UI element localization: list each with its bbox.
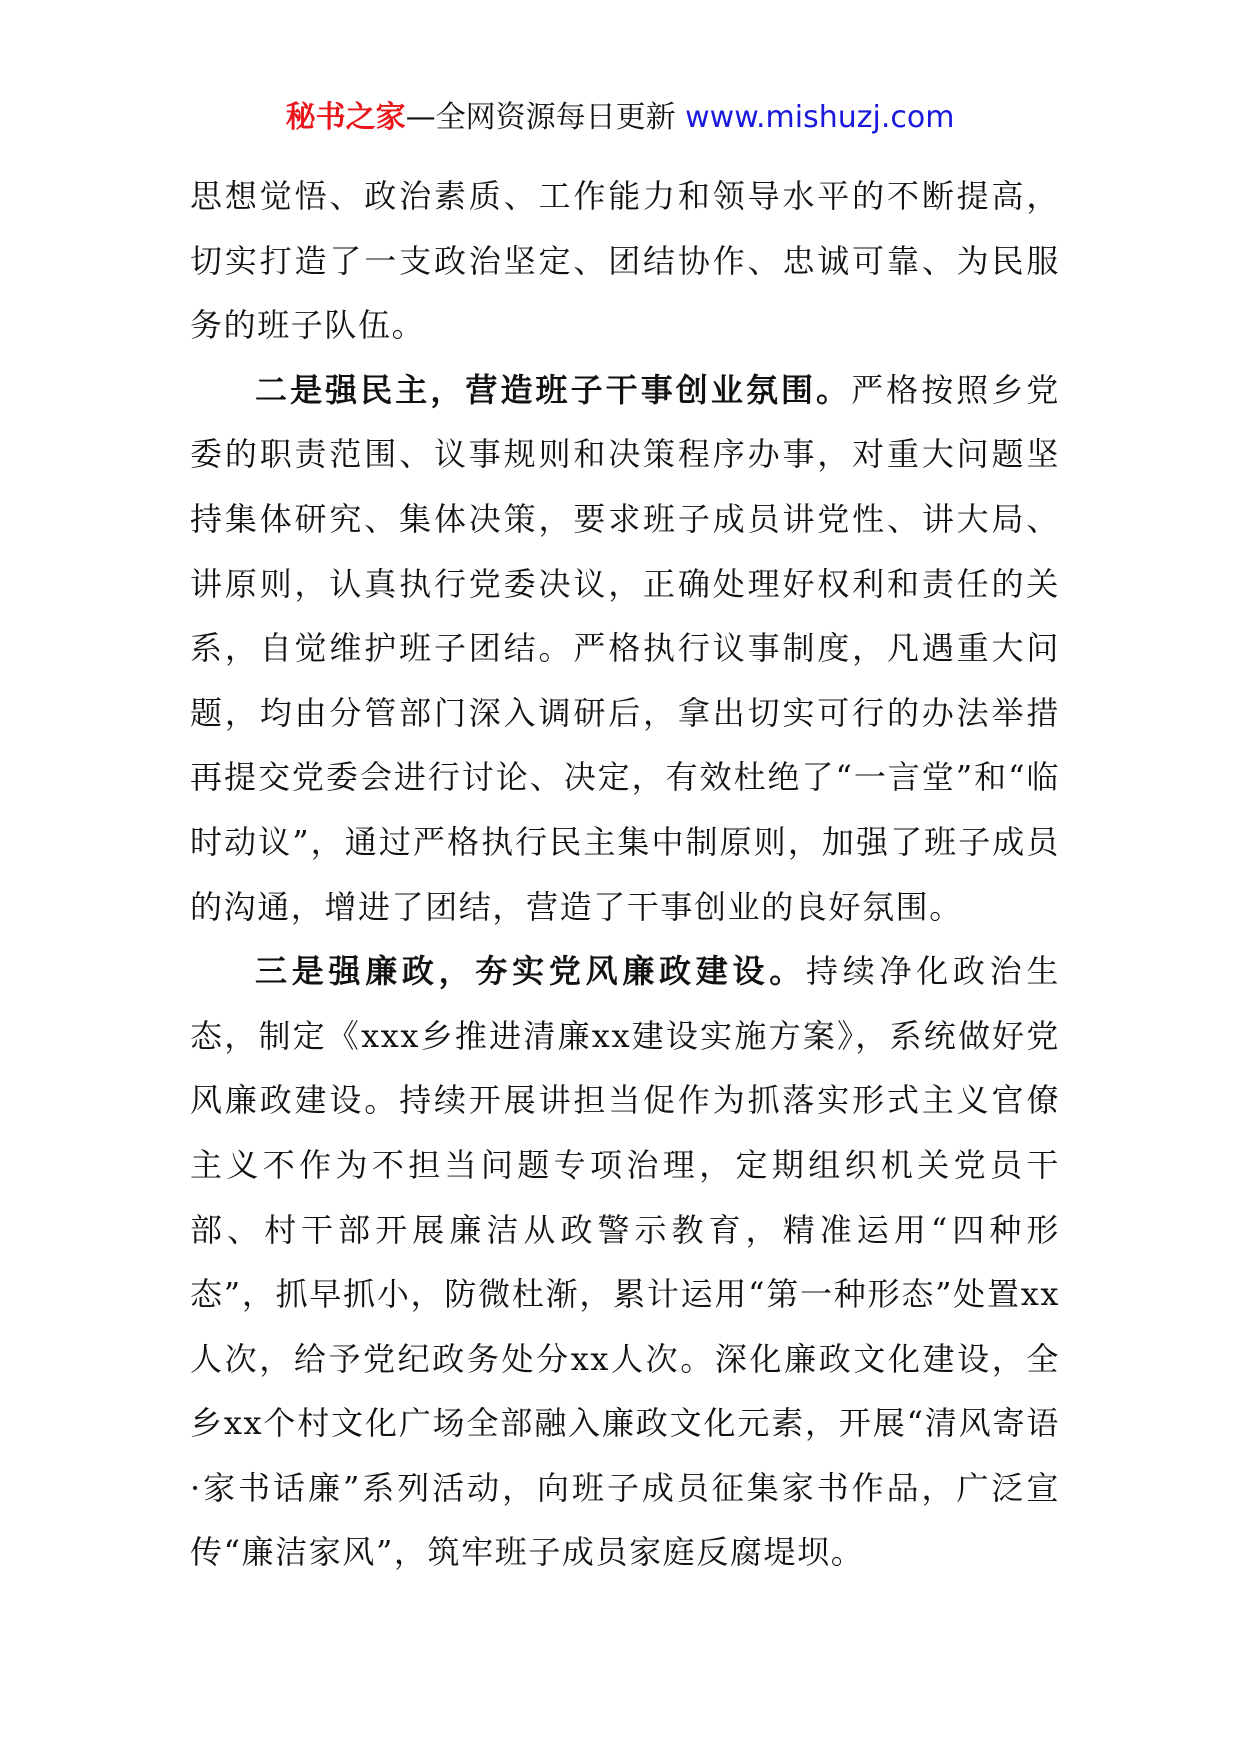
- paragraph-integrity: [190, 939, 1060, 1585]
- document-body: [190, 164, 1060, 1585]
- paragraph-text: 持续净化政治生态，制定《xxx乡推进清廉xx建设实施方案》，系统做好党风廉政建设。持续开展讲担当促作为抓落实形式主义官僚主义不作为不担当问题专项治理，定期组织机关党员干部、村干部开展廉洁从政警示教育，精准运用“四种形态”，抓早抓小，防微杜渐，累计运用“第一种形态”处置xx人次，给予党纪政务处分xx人次。深化廉政文化建设，全乡xx个村文化广场全部融入廉政文化元素，开展“清风寄语·家书话廉”系列活动，向班子成员征集家书作品，广泛宣传“廉洁家风”，筑牢班子成员家庭反腐堤坝。: [190, 952, 1060, 1572]
- header-brand: 秘书之家: [285, 100, 406, 135]
- paragraph-continuation: [190, 164, 1060, 358]
- header-tagline: —全网资源每日更新: [405, 100, 676, 135]
- paragraph-text: 严格按照乡党委的职责范围、议事规则和决策程序办事，对重大问题坚持集体研究、集体决策，要求班子成员讲党性、讲大局、讲原则，认真执行党委决议，正确处理好权利和责任的关系，自觉维护班子团结。严格执行议事制度，凡遇重大问题，均由分管部门深入调研后，拿出切实可行的办法举措再提交党委会进行讨论、决定，有效杜绝了“一言堂”和“临时动议”，通过严格执行民主集中制原则，加强了班子成员的沟通，增进了团结，营造了干事创业的良好氛围。: [190, 370, 1060, 926]
- header-url-link[interactable]: www.mishuzj.com: [685, 100, 955, 135]
- page-header: [0, 98, 1240, 138]
- paragraph-democracy: [190, 358, 1060, 939]
- paragraph-heading: 二是强民主，营造班子干事创业氛围。: [255, 370, 852, 409]
- paragraph-heading: 三是强廉政，夯实党风廉政建设。: [255, 952, 806, 991]
- paragraph-text: 思想觉悟、政治素质、工作能力和领导水平的不断提高，切实打造了一支政治坚定、团结协作、忠诚可靠、为民服务的班子队伍。: [190, 177, 1060, 345]
